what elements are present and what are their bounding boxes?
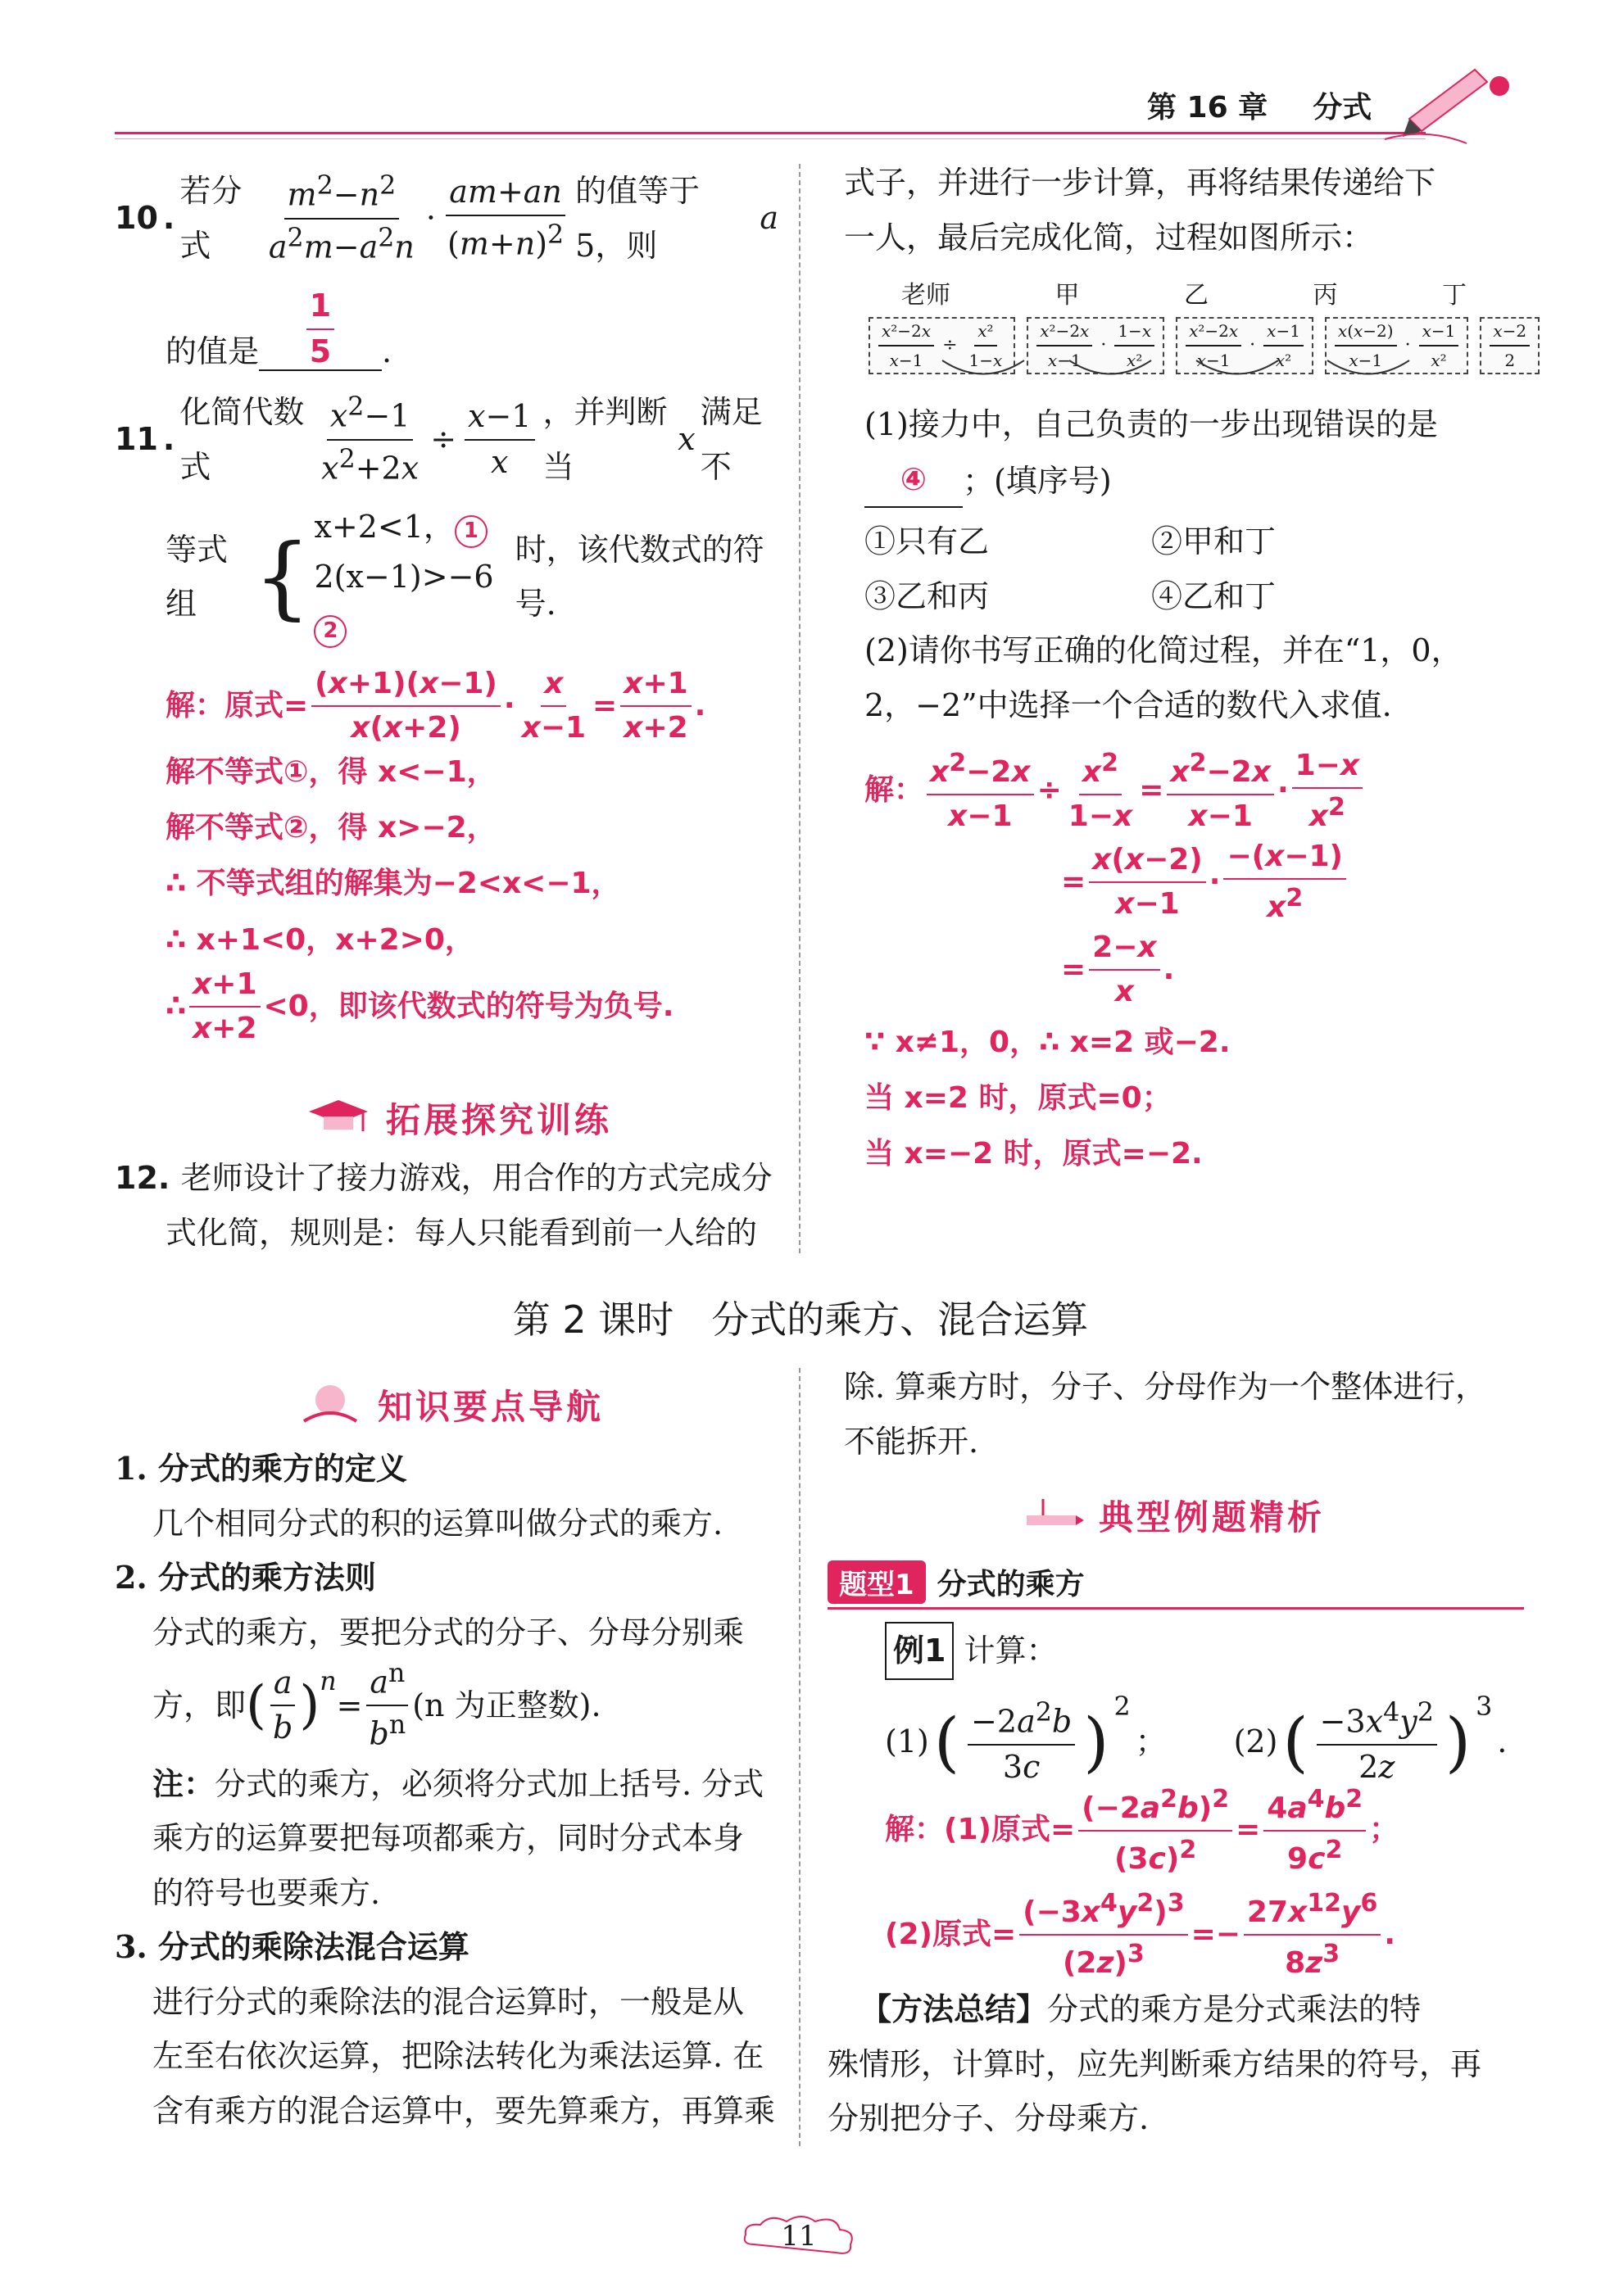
examples-banner-title: 典型例题精析 (1098, 1497, 1325, 1537)
example-1-solution: 解：(1)原式= $\frac{(-2a^2b)^2}{(3c)^2}$ = $\frac{4a^4b^2}{9c^2}$ ； (2)原式= $\frac{(-3x^4y^2)^3}{(2z)^3}$ =− $\frac{27x^{12}y^6}{8z^3}$ . (885, 1785, 1399, 1980)
relay-name-yi: 乙 (1184, 281, 1209, 310)
knowledge-continued: 除. 算乘方时，分子、分母作为一个整体进行， 不能拆开. (844, 1369, 1487, 1460)
option-1: ①只有乙 (864, 523, 990, 559)
question-number: 10 (115, 200, 158, 237)
question-number: 11 (115, 421, 158, 458)
q12-part1: (1)接力中，自己负责的一步出现错误的是 ④ ；(填序号) ①只有乙 ②甲和丁 ③乙和丙 ④乙和丁 (2)请你书写正确的化简过程，并在“1，0， 2，−2”中选择一个合适的数代入求值. (864, 406, 1463, 723)
relay-arrows (869, 356, 1491, 389)
q11-fraction-1: $\frac{x^2-1}{x^2+2x}$ (321, 392, 420, 487)
relay-name-teacher: 老师 (901, 281, 950, 310)
type1-title: 分式的乘方 (937, 1568, 1085, 1601)
question-11: 11 . 化简代数式 $\frac{x^2-1}{x^2+2x}$ ÷ $\frac{x-1}{x}$ ，并判断当 x 满足不 等式组 { x+2<1， 1 2(x−1)>−62 时，该代数式的符号. 解：原式= $\frac{(x+1)(x-1)}{x(x+2)}$ · $\frac{x}{x-1}$ = $\frac{x+1}{x+2}$ . 解不等式①，得 x<−1， 解不等式②，得 x>−2， ∴ 不等式组的解集为−2<x<−1， ∴ x+1<0，x+2>0， ∴ $\frac{x+1}{x+2}$ <0，即该代数式的符号为负号. (115, 385, 778, 1044)
knowledge-banner (238, 1376, 664, 1433)
q10-answer: $\frac{1}{5}$ (306, 289, 334, 369)
k2-title: 2. 分式的乘方法则 (115, 1559, 376, 1596)
mark-1: 1 (455, 515, 488, 548)
q12-continued: 式子，并进行一步计算，再将结果传递给下 一人，最后完成化简，过程如图所示： (844, 165, 1436, 256)
question-10: 10 . 若分式 $\frac{m^2-n^2}{a^2m-a^2n}$ · $\frac{am+an}{(m+n)^2}$ 的值等于 5，则 a 的值是 $\frac{1}{5}$ . (115, 164, 778, 379)
relay-box-bing: $\frac{x(x-2)}{x-1}$ · $\frac{x-1}{\text{x²}}$ (1325, 317, 1468, 374)
option-2: ②甲和丁 (1151, 523, 1277, 559)
pencil-decoration-icon (1376, 61, 1524, 152)
examples-banner (942, 1487, 1401, 1544)
header-rule (115, 132, 1426, 134)
q11-fraction-2: $\frac{x-1}{x}$ (465, 400, 534, 480)
k3-title: 3. 分式的乘除法混合运算 (115, 1928, 469, 1966)
question-number: 12 (115, 1160, 158, 1196)
header-rule-thin (115, 138, 1426, 139)
type1-header (828, 1560, 1524, 1610)
graduation-cap-icon (306, 1094, 371, 1143)
q11-line2-prefix: 等式组 (166, 531, 229, 623)
question-12: 12. 老师设计了接力游戏，用合作的方式完成分 式化简，规则是：每人只能看到前一人给的 (115, 1160, 773, 1251)
mark-2: 2 (314, 615, 347, 648)
inequality-1: x+2<1， (314, 509, 455, 545)
q12-solution: 解： $\frac{x^2-2x}{x-1}$ ÷ $\frac{x^2}{1-x}$ = $\frac{x^2-2x}{x-1}$ · $\frac{1-x}{x^2}$ = $\frac{x(x-2)}{x-1}$ · $\frac{-(x-1)}{x^2}$ = $\frac{2-x}{x}$ . ∵ x≠1，0，∴ x=2 或−2. 当 x=2 时，原式=0； 当 x=−2 时，原式=−2. (864, 749, 1528, 1183)
inequality-2: 2(x−1)>−6 (314, 558, 494, 595)
pencil-icon (1018, 1491, 1084, 1540)
q10-fraction-1: $\frac{m^2-n^2}{a^2m-a^2n}$ (268, 171, 415, 265)
bookmark-icon (297, 1380, 363, 1429)
page-header (115, 78, 1524, 152)
column-divider-bottom (799, 1368, 800, 2146)
part1-answer: ④ (864, 452, 963, 509)
knowledge-list: 1. 分式的乘方的定义 几个相同分式的积的运算叫做分式的乘方. 2. 分式的乘方法则 分式的乘方，要把分式的分子、分母分别乘 方，即 ( $\frac{a}{b}$ ) $^n$ = $\frac{a^n}{b^n}$ (n 为正整数). 注：分式的乘方，必须将分式加上括号. 分式 乘方的运算要把每项都乘方，同时分式本身 的符号也要乘方. 3. 分式的乘除法混合运算 进行分式的乘除法的混合运算时，一般是从 左至右依次运算，把除法转化为乘法运算. 在 含有乘方的混合运算中，要先算乘方，再算乘 (115, 1442, 778, 2138)
page-number (737, 2212, 860, 2261)
q10-prefix: 若分式 (179, 173, 243, 264)
q10-line2-prefix: 的值是 (166, 333, 260, 370)
q11-solution: 解：原式= $\frac{(x+1)(x-1)}{x(x+2)}$ · $\frac{x}{x-1}$ = $\frac{x+1}{x+2}$ . 解不等式①，得 x<−1， 解不等式②，得 x>−2， ∴ 不等式组的解集为−2<x<−1， ∴ x+1<0，x+2>0， ∴ $\frac{x+1}{x+2}$ <0，即该代数式的符号为负号. (166, 667, 706, 1045)
k1-title: 1. 分式的乘方的定义 (115, 1450, 407, 1487)
explore-banner-title: 拓展探究训练 (385, 1100, 612, 1140)
column-divider (799, 164, 800, 1253)
q10-var-a: a (760, 200, 778, 237)
method-summary: 【方法总结】分式的乘方是分式乘法的特 殊情形，计算时，应先判断乘方结果的符号，再 分别把分子、分母乘方. (828, 1990, 1482, 2136)
knowledge-banner-title: 知识要点导航 (377, 1387, 604, 1427)
relay-name-bing: 丙 (1313, 281, 1338, 310)
option-4: ④乙和丁 (1151, 577, 1277, 614)
relay-box-teacher: $\frac{\text{x²−2x}}{x-1}$ ÷ $\frac{\text{x²}}{1-x}$ (869, 317, 1015, 374)
relay-name-ding: 丁 (1442, 281, 1467, 310)
option-3: ③乙和丙 (864, 577, 990, 614)
chapter-label: 第 16 章 (1147, 91, 1268, 125)
relay-name-jia: 甲 (1054, 281, 1080, 310)
example-label: 例1 (885, 1622, 954, 1680)
explore-banner (246, 1089, 672, 1147)
relay-diagram (869, 274, 1527, 389)
page-number-text: 11 (781, 2220, 817, 2253)
q11-prefix: 化简代数式 (179, 394, 305, 485)
example-1: 例1 计算： (1) ( $\frac{-2a^2b}{3c}$ ) $^2$ ； (2) ( $\frac{-3x^4y^2}{2z}$ ) $^3$ . (885, 1622, 1524, 1800)
chapter-subject: 分式 (1313, 91, 1372, 125)
q10-suffix: 的值等于 5，则 (575, 173, 701, 264)
type-tag: 题型1 (828, 1560, 926, 1604)
relay-box-yi: $\frac{\text{x²−2x}}{x-1}$ · $\frac{x-1}{\text{x²}}$ (1176, 317, 1313, 374)
relay-box-jia: $\frac{\text{x²−2x}}{x-1}$ · $\frac{1-x}{\text{x²}}$ (1027, 317, 1164, 374)
relay-box-ding: $\frac{x-2}{2}$ (1480, 317, 1540, 374)
q10-fraction-2: $\frac{am+an}{(m+n)^2}$ (447, 173, 565, 262)
lesson-title: 第 2 课时 分式的乘方、混合运算 (512, 1297, 1089, 1342)
